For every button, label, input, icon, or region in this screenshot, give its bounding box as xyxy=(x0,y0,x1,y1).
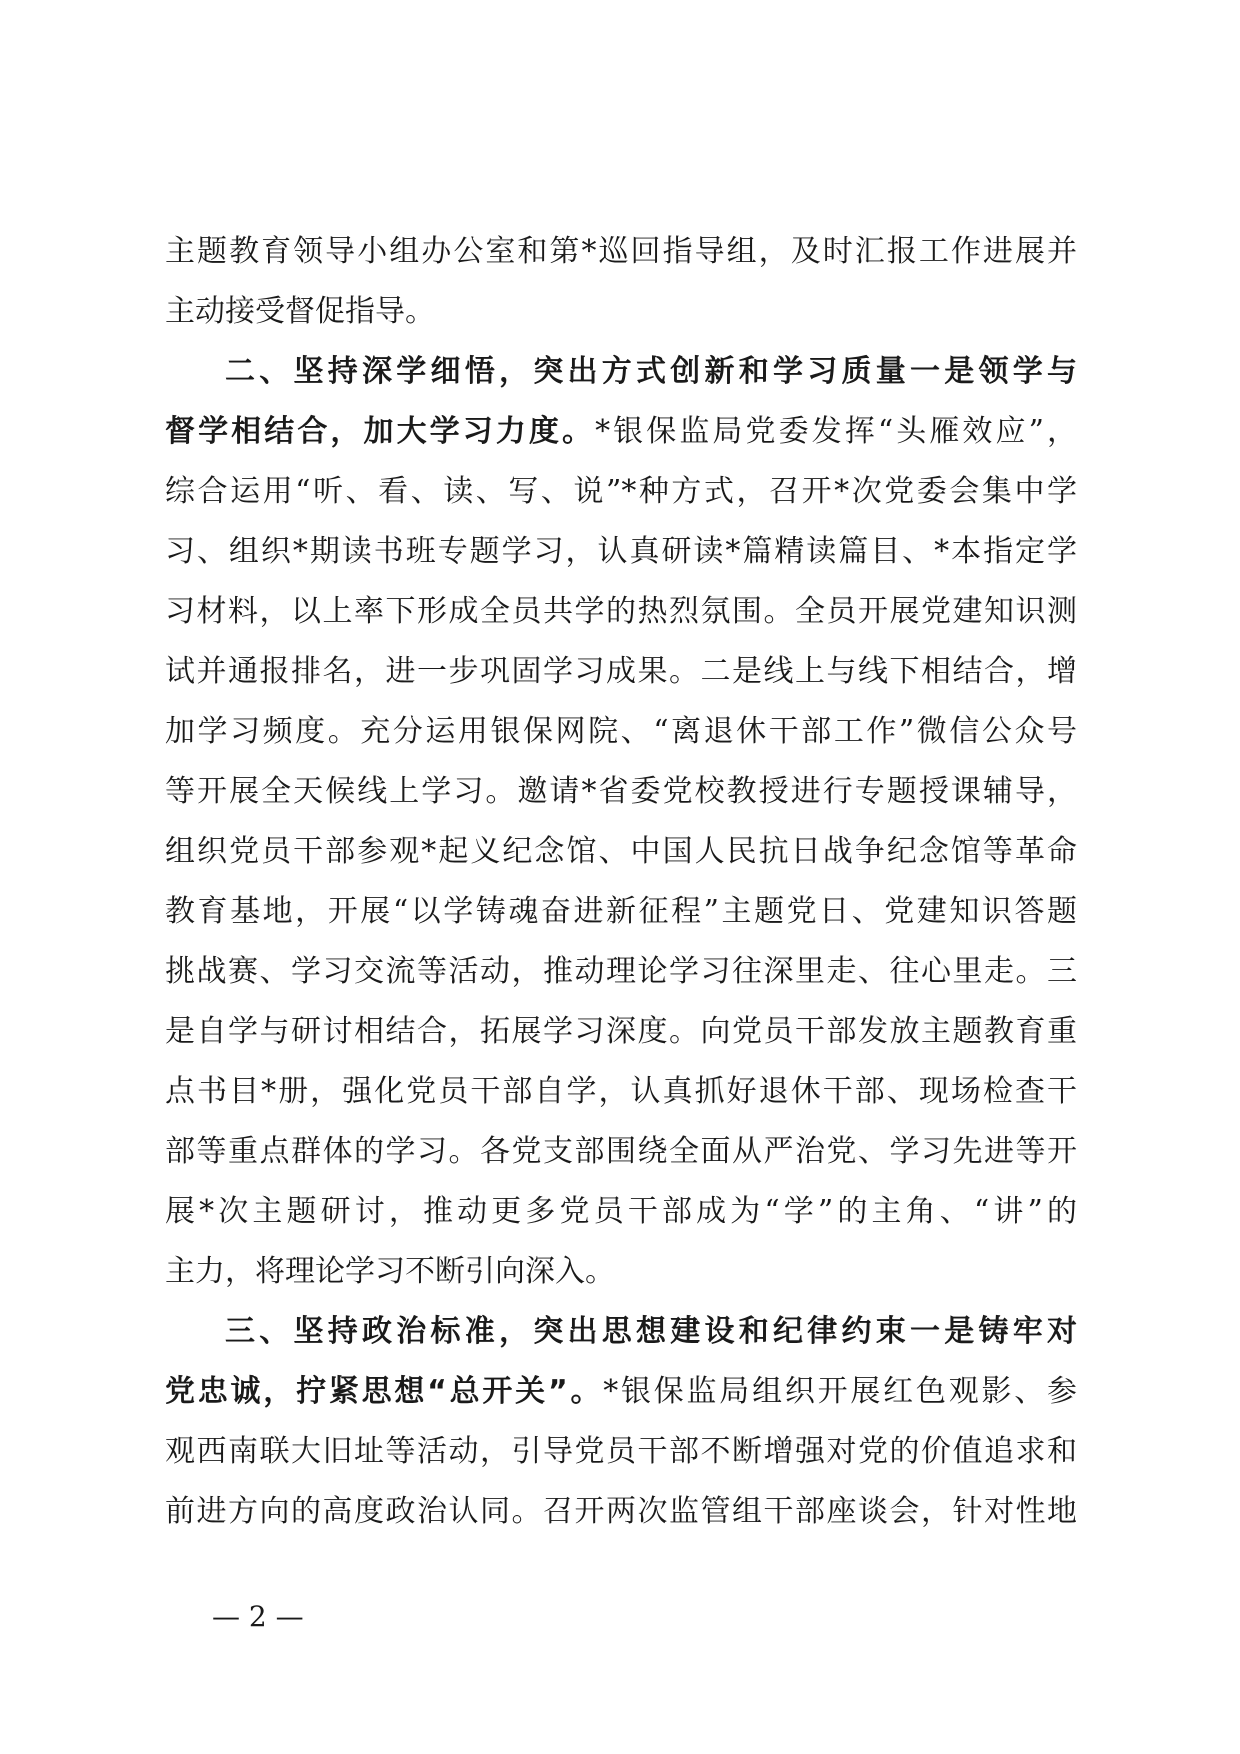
section-heading-line: 二、坚持深学细悟，突出方式创新和学习质量一是领学与 xyxy=(225,354,1077,389)
text-line: 加学习频度。充分运用银保网院、“离退休干部工作”微信公众号 xyxy=(165,714,1077,749)
text-line: 等开展全天候线上学习。邀请*省委党校教授进行专题授课辅导， xyxy=(165,774,1077,809)
text-line: 部等重点群体的学习。各党支部围绕全面从严治党、学习先进等开 xyxy=(165,1134,1077,1169)
text-fragment: *银保监局组织开展红色观影、参 xyxy=(603,1374,1077,1409)
text-line: 点书目*册，强化党员干部自学，认真抓好退休干部、现场检查干 xyxy=(165,1074,1077,1109)
text-line: 习材料，以上率下形成全员共学的热烈氛围。全员开展党建知识测 xyxy=(165,594,1077,629)
document-body xyxy=(165,222,1077,1542)
text-line: 综合运用“听、看、读、写、说”*种方式，召开*次党委会集中学 xyxy=(165,474,1077,509)
text-line: 主动接受督促指导。 xyxy=(165,294,435,329)
paragraph-continuation xyxy=(165,222,1077,342)
section-heading-line: 督学相结合，加大学习力度。 xyxy=(165,414,596,449)
text-line: 前进方向的高度政治认同。召开两次监管组干部座谈会，针对性地 xyxy=(165,1494,1077,1529)
text-line: 观西南联大旧址等活动，引导党员干部不断增强对党的价值追求和 xyxy=(165,1434,1077,1469)
section-three-paragraph xyxy=(165,1302,1077,1542)
page-number: — 2 — xyxy=(212,1600,304,1633)
text-line-mixed xyxy=(165,1362,1077,1422)
text-line: 主题教育领导小组办公室和第*巡回指导组，及时汇报工作进展并 xyxy=(165,234,1077,269)
text-line: 试并通报排名，进一步巩固学习成果。二是线上与线下相结合，增 xyxy=(165,654,1077,689)
text-line: 展*次主题研讨，推动更多党员干部成为“学”的主角、“讲”的 xyxy=(165,1194,1077,1229)
section-two-paragraph xyxy=(165,342,1077,1302)
text-line-mixed xyxy=(165,402,1077,462)
text-line: 是自学与研讨相结合，拓展学习深度。向党员干部发放主题教育重 xyxy=(165,1014,1077,1049)
text-line: 习、组织*期读书班专题学习，认真研读*篇精读篇目、*本指定学 xyxy=(165,534,1077,569)
text-line: 挑战赛、学习交流等活动，推动理论学习往深里走、往心里走。三 xyxy=(165,954,1077,989)
text-line: 主力，将理论学习不断引向深入。 xyxy=(165,1254,615,1289)
text-fragment: *银保监局党委发挥“头雁效应”， xyxy=(595,414,1077,449)
text-line: 教育基地，开展“以学铸魂奋进新征程”主题党日、党建知识答题 xyxy=(165,894,1077,929)
section-heading-line: 党忠诚，拧紧思想“总开关”。 xyxy=(165,1374,604,1409)
section-heading-line: 三、坚持政治标准，突出思想建设和纪律约束一是铸牢对 xyxy=(225,1314,1077,1349)
text-line: 组织党员干部参观*起义纪念馆、中国人民抗日战争纪念馆等革命 xyxy=(165,834,1077,869)
